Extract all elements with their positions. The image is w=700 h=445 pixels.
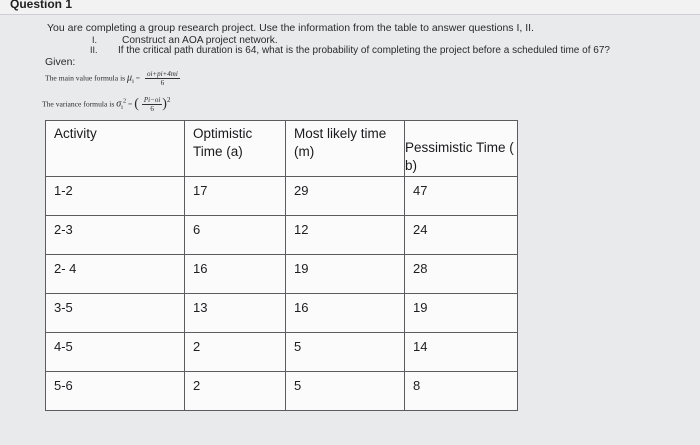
variance-square: 2 <box>166 96 171 104</box>
cell-activity <box>46 372 185 411</box>
question-title: Question 1 <box>10 0 73 11</box>
cell-most-likely <box>286 372 405 411</box>
paren-open: ( <box>134 96 139 112</box>
cell-optimistic <box>185 216 286 255</box>
cell-pessimistic-value: 28 <box>413 261 428 276</box>
cell-pessimistic-value: 24 <box>413 222 428 237</box>
cell-activity-value: 5-6 <box>54 378 73 393</box>
cell-optimistic <box>185 333 286 372</box>
variance-denominator: 6 <box>150 105 154 113</box>
header-most-likely-label: Most likely time (m) <box>294 126 387 159</box>
table-row <box>46 255 518 294</box>
cell-activity <box>46 255 185 294</box>
cell-optimistic-value: 6 <box>193 222 201 237</box>
variance-superscript: 2 <box>122 97 127 105</box>
cell-most-likely-value: 12 <box>294 222 309 237</box>
cell-most-likely <box>286 333 405 372</box>
cell-activity <box>46 216 185 255</box>
mean-formula: The main value formula is $\mu_i$ = $\frac{oi+pi+4mi}{6}$ <box>45 70 178 87</box>
item-text-1: Construct an AOA project network. <box>122 35 278 46</box>
cell-optimistic-value: 16 <box>193 261 208 276</box>
cell-activity <box>46 333 185 372</box>
cell-pessimistic-value: 14 <box>413 339 428 354</box>
item-number-1: I. <box>92 35 98 45</box>
table-header-row <box>46 121 518 177</box>
item-number-2: II. <box>90 45 98 55</box>
variance-numerator: Pi−oi <box>143 96 161 104</box>
cell-pessimistic <box>405 177 518 216</box>
mean-subscript: i <box>132 77 134 85</box>
table-row <box>46 294 518 333</box>
item-text-2: If the critical path duration is 64, what is the probability of completing the project before a scheduled time of 67? <box>118 45 610 56</box>
variance-formula: The variance formula is $\sigma_i^2$ = ( $\frac{Pi-oi}{6}$ )2 <box>42 96 171 113</box>
cell-most-likely <box>286 216 405 255</box>
cell-optimistic <box>185 372 286 411</box>
cell-activity-value: 3-5 <box>54 300 73 315</box>
cell-activity <box>46 177 185 216</box>
cell-most-likely <box>286 294 405 333</box>
intro-text: You are completing a group research project. Use the information from the table to answer questions I, II. <box>47 22 534 34</box>
header-most-likely <box>286 121 405 177</box>
cell-activity-value: 4-5 <box>54 339 73 354</box>
cell-most-likely-value: 29 <box>294 183 309 198</box>
cell-optimistic <box>185 177 286 216</box>
cell-optimistic <box>185 294 286 333</box>
table-row <box>46 372 518 411</box>
table-row <box>46 216 518 255</box>
cell-most-likely-value: 5 <box>294 339 302 354</box>
header-activity <box>46 121 185 177</box>
mean-fraction <box>145 70 180 87</box>
cell-pessimistic <box>405 294 518 333</box>
cell-pessimistic <box>405 216 518 255</box>
question-header <box>0 0 700 15</box>
cell-most-likely <box>286 177 405 216</box>
cell-most-likely-value: 5 <box>294 378 302 393</box>
cell-pessimistic-value: 47 <box>413 183 428 198</box>
table-row <box>46 333 518 372</box>
variance-symbol: σ <box>116 98 122 110</box>
header-activity-label: Activity <box>54 126 97 141</box>
header-optimistic-label: Optimistic Time (a) <box>193 126 253 159</box>
cell-optimistic-value: 2 <box>193 339 201 354</box>
cell-most-likely-value: 16 <box>294 300 309 315</box>
cell-optimistic-value: 13 <box>193 300 208 315</box>
cell-activity-value: 2-3 <box>54 222 73 237</box>
cell-activity-value: 1-2 <box>54 183 73 198</box>
variance-fraction <box>142 96 162 113</box>
mean-denominator: 6 <box>160 79 165 87</box>
cell-pessimistic <box>405 333 518 372</box>
variance-subscript: i <box>121 103 123 111</box>
mean-numerator: oi+pi+4mi <box>146 70 178 78</box>
cell-pessimistic <box>405 255 518 294</box>
header-optimistic <box>185 121 286 177</box>
header-pessimistic <box>405 121 518 177</box>
variance-formula-label: The variance formula is <box>42 99 115 109</box>
cell-optimistic <box>185 255 286 294</box>
cell-optimistic-value: 2 <box>193 378 201 393</box>
given-label: Given: <box>45 56 76 68</box>
mean-symbol: μ <box>127 72 133 84</box>
cell-pessimistic <box>405 372 518 411</box>
activity-table <box>45 120 518 411</box>
header-pessimistic-label: Pessimistic Time ( b) <box>405 140 514 173</box>
paren-close: ) <box>162 96 167 112</box>
cell-pessimistic-value: 19 <box>413 300 428 315</box>
cell-activity-value: 2- 4 <box>54 261 77 276</box>
cell-activity <box>46 294 185 333</box>
table-row <box>46 177 518 216</box>
cell-most-likely-value: 19 <box>294 261 309 276</box>
cell-most-likely <box>286 255 405 294</box>
mean-formula-label: The main value formula is <box>45 73 126 83</box>
cell-pessimistic-value: 8 <box>413 378 421 393</box>
cell-optimistic-value: 17 <box>193 183 208 198</box>
